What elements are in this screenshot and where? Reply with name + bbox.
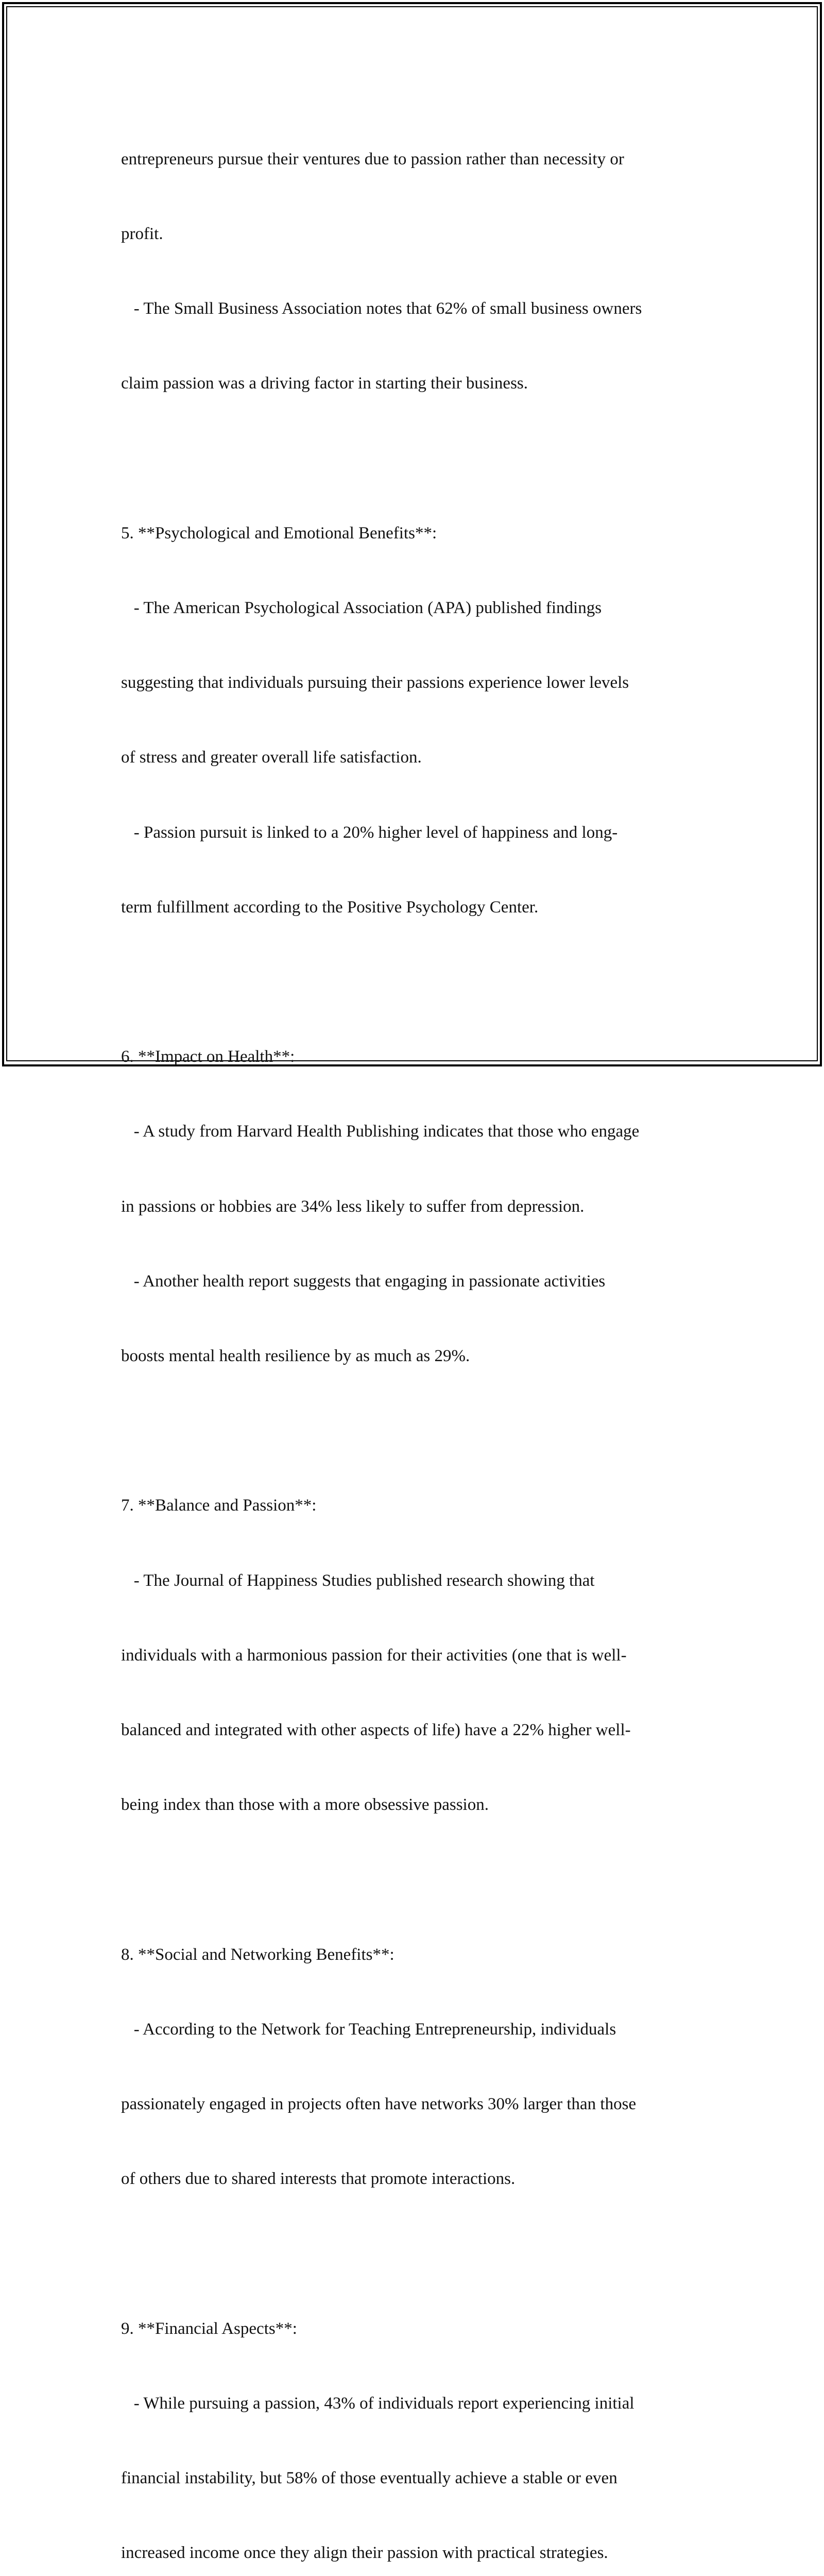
text-line: - The American Psychological Association (APA) published findings	[121, 599, 602, 618]
section-heading: 9. **Financial Aspects**:	[121, 2319, 297, 2338]
blank-line	[121, 2242, 708, 2266]
text-line: passionately engaged in projects often have networks 30% larger than those	[121, 2095, 637, 2114]
text-line: term fulfillment according to the Positive Psychology Center.	[121, 897, 539, 917]
blank-line	[121, 446, 708, 471]
text-line: being index than those with a more obsessive passion.	[121, 1795, 489, 1815]
text-line: - While pursuing a passion, 43% of individuals report experiencing initial	[121, 2394, 634, 2413]
blank-line	[121, 970, 708, 994]
text-line: boosts mental health resilience by as much as 29%.	[121, 1347, 470, 1366]
text-line: in passions or hobbies are 34% less likely to suffer from depression.	[121, 1197, 585, 1216]
text-line: - Another health report suggests that engaging in passionate activities	[121, 1272, 606, 1291]
text-line: increased income once they align their passion with practical strategies.	[121, 2544, 608, 2563]
text-line: financial instability, but 58% of those eventually achieve a stable or even	[121, 2469, 617, 2488]
text-line: - A study from Harvard Health Publishing indicates that those who engage	[121, 1122, 640, 1141]
text-line: - The Journal of Happiness Studies published research showing that	[121, 1571, 595, 1590]
section-heading: 6. **Impact on Health**:	[121, 1047, 295, 1066]
blank-line	[121, 1418, 708, 1443]
text-line: of others due to shared interests that promote interactions.	[121, 2170, 516, 2189]
document-body	[121, 97, 708, 2576]
text-line: suggesting that individuals pursuing their passions experience lower levels	[121, 673, 629, 692]
section-heading: 8. **Social and Networking Benefits**:	[121, 1945, 394, 1964]
text-line: claim passion was a driving factor in starting their business.	[121, 374, 528, 393]
blank-line	[121, 1867, 708, 1892]
text-line: balanced and integrated with other aspects of life) have a 22% higher well-	[121, 1721, 631, 1740]
text-line: - Passion pursuit is linked to a 20% higher level of happiness and long-	[121, 823, 618, 842]
text-line: individuals with a harmonious passion for their activities (one that is well-	[121, 1646, 627, 1665]
section-heading: 5. **Psychological and Emotional Benefits**:	[121, 523, 437, 543]
text-line: - The Small Business Association notes that 62% of small business owners	[121, 299, 642, 318]
text-line: - According to the Network for Teaching Entrepreneurship, individuals	[121, 2020, 616, 2039]
text-line: of stress and greater overall life satisfaction.	[121, 748, 422, 767]
text-line: profit.	[121, 225, 163, 244]
text-line: entrepreneurs pursue their ventures due to passion rather than necessity or	[121, 149, 624, 168]
section-heading: 7. **Balance and Passion**:	[121, 1496, 317, 1515]
